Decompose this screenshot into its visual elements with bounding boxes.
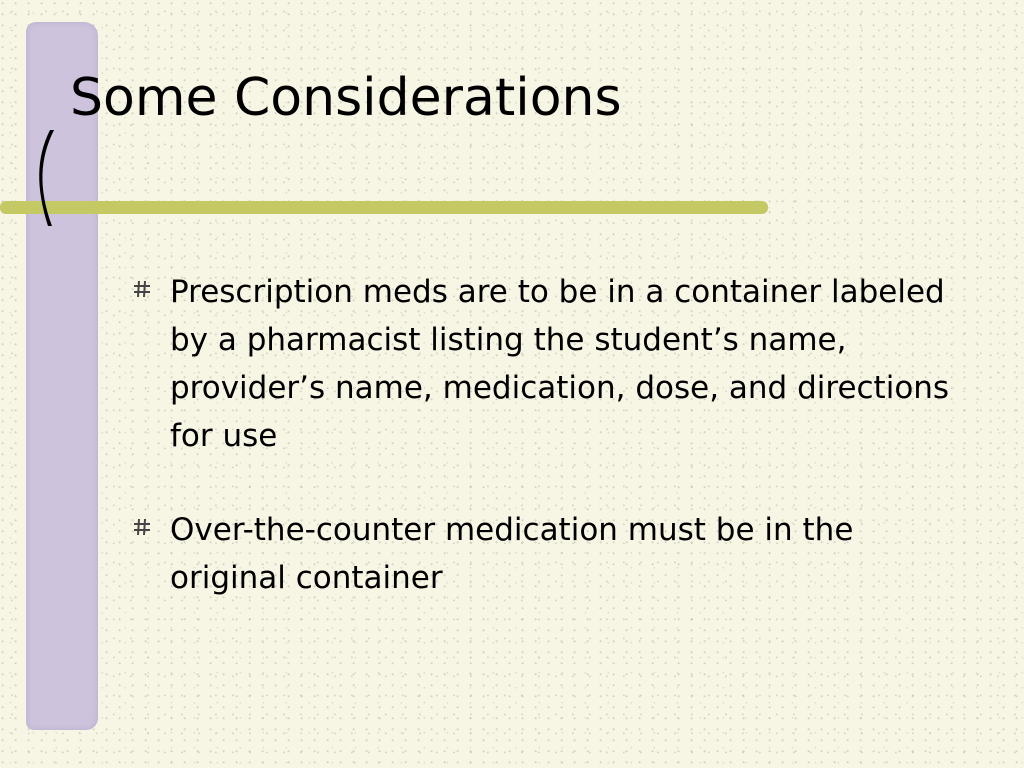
bullet-item [133, 506, 953, 602]
bullet-item [133, 268, 953, 460]
bullet-text: Over-the-counter medication must be in the original container [170, 512, 854, 596]
pound-bullet-icon [133, 280, 151, 298]
pound-bullet-icon [133, 518, 151, 536]
slide-title: Some Considerations [70, 68, 622, 128]
title-underline-rule [0, 201, 768, 214]
bullet-text: Prescription meds are to be in a container labeled by a pharmacist listing the student’s name, provider’s name, medication, dose, and directions for use [170, 274, 950, 454]
bullet-list [133, 268, 953, 648]
bracket-accent-icon [34, 128, 58, 228]
